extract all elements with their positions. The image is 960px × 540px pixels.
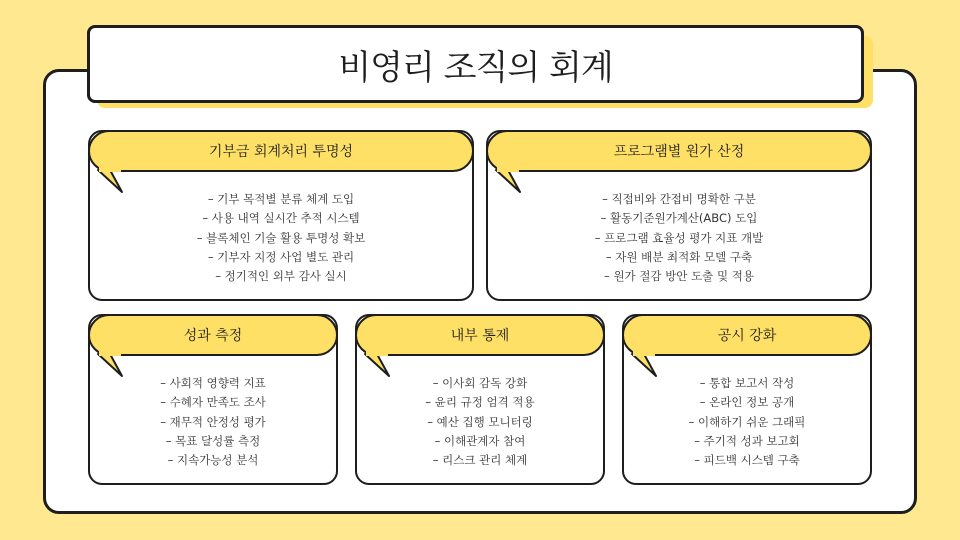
list-item: – 이해관계자 참여	[434, 433, 526, 448]
list-item: – 온라인 정보 공개	[699, 395, 795, 410]
speech-bubble-tail	[96, 354, 126, 376]
card-list	[488, 190, 870, 286]
card-list	[90, 374, 336, 470]
list-item: – 이사회 감독 강화	[432, 376, 528, 390]
speech-bubble-tail	[630, 354, 660, 376]
list-item: – 이해하기 쉬운 그래픽	[688, 414, 806, 429]
card-disclosure	[622, 314, 872, 485]
page-title: 비영리 조직의 회계	[338, 47, 613, 88]
card-list	[90, 190, 472, 286]
speech-bubble-tail	[494, 170, 524, 192]
card-list	[624, 374, 870, 470]
list-item: – 사회적 영향력 지표	[160, 376, 266, 390]
card-heading: 공시 강화	[622, 314, 872, 356]
card-program-costing	[486, 130, 872, 301]
list-item: – 지속가능성 분석	[167, 453, 259, 468]
speech-bubble-tail	[96, 170, 126, 192]
list-item: – 기부자 지정 사업 별도 관리	[207, 249, 355, 264]
card-donation-transparency	[88, 130, 474, 301]
list-item: – 원가 절감 방안 도출 및 적용	[604, 269, 754, 284]
speech-bubble-tail	[363, 354, 393, 376]
list-item: – 리스크 관리 체계	[432, 453, 528, 468]
list-item: – 블록체인 기술 활용 투명성 확보	[196, 230, 366, 245]
list-item: – 주기적 성과 보고회	[694, 433, 800, 448]
title-box	[87, 25, 864, 103]
list-item: – 목표 달성률 측정	[165, 433, 261, 448]
list-item: – 재무적 안정성 평가	[160, 414, 266, 429]
card-heading: 내부 통제	[355, 314, 605, 356]
list-item: – 정기적인 외부 감사 실시	[215, 269, 347, 284]
list-item: – 사용 내역 실시간 추적 시스템	[202, 211, 360, 226]
list-item: – 피드백 시스템 구축	[694, 453, 800, 468]
list-item: – 예산 집행 모니터링	[427, 414, 533, 429]
list-item: – 직접비와 간접비 명확한 구분	[602, 192, 756, 206]
list-item: – 윤리 규정 엄격 적용	[425, 395, 535, 410]
card-heading: 프로그램별 원가 산정	[486, 130, 872, 172]
card-list	[357, 374, 603, 470]
list-item: – 프로그램 효율성 평가 지표 개발	[594, 230, 764, 245]
card-performance-measurement	[88, 314, 338, 485]
card-internal-control	[355, 314, 605, 485]
list-item: – 수혜자 만족도 조사	[160, 395, 266, 410]
card-heading: 기부금 회계처리 투명성	[88, 130, 474, 172]
card-heading: 성과 측정	[88, 314, 338, 356]
list-item: – 활동기준원가계산(ABC) 도입	[600, 211, 758, 226]
list-item: – 기부 목적별 분류 체계 도입	[207, 192, 355, 206]
list-item: – 통합 보고서 작성	[699, 376, 795, 390]
list-item: – 자원 배분 최적화 모델 구축	[605, 249, 753, 264]
